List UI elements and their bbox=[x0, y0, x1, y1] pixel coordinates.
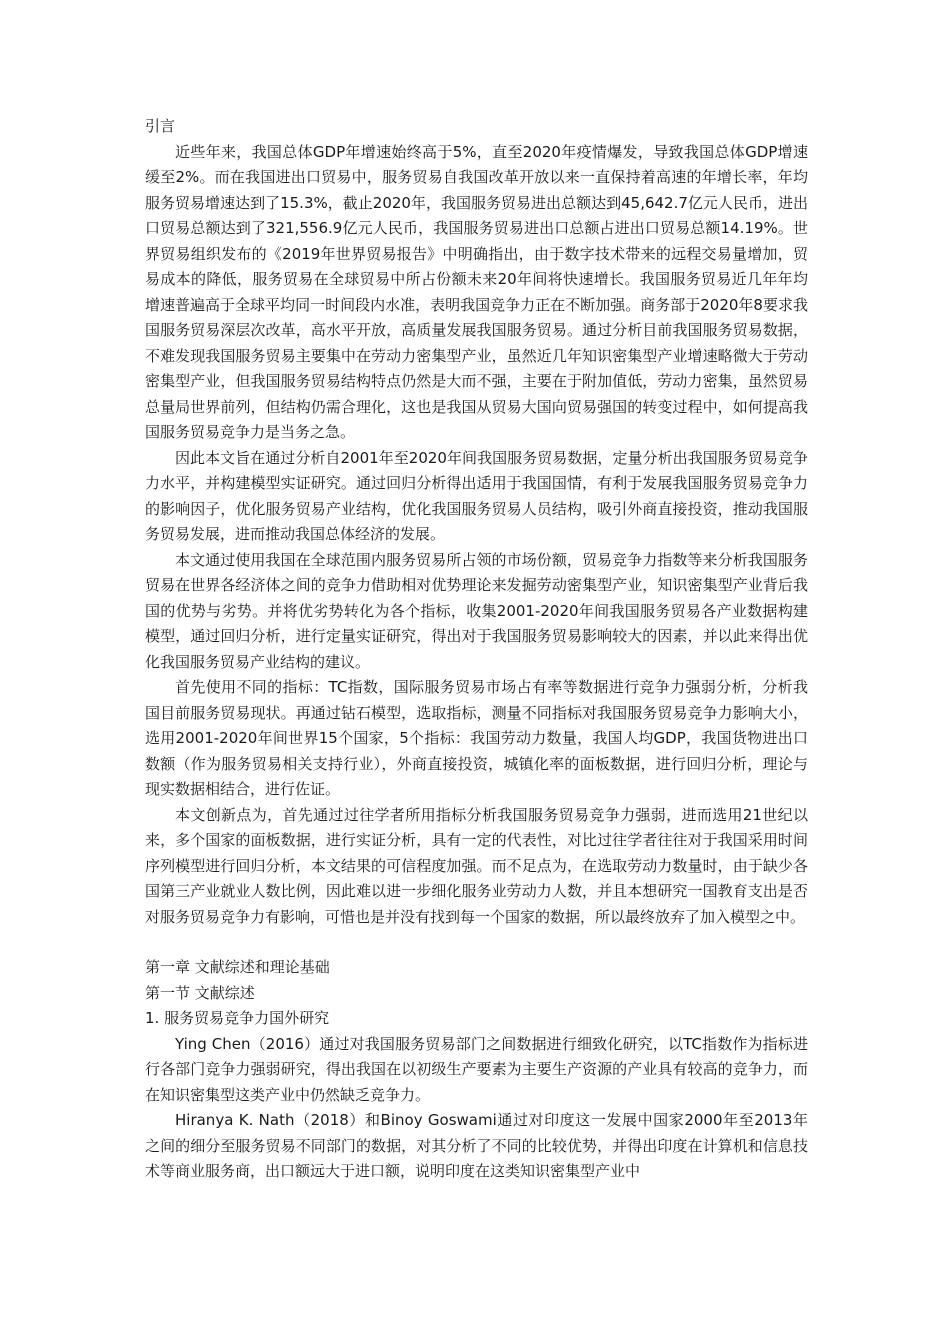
subsection-heading: 1. 服务贸易竞争力国外研究 bbox=[145, 1009, 330, 1027]
literature-paragraph: Hiranya K. Nath（2018）和Binoy Goswami通过对印度这一发展中国家2000年至2013年之间的细分至服务贸易不同部门的数据，对其分析了不同的比较优势，并得出印度在计算机和信息技术等商业服务商，出口额远大于进口额，说明印度在这类知识密集型产业中 bbox=[145, 1111, 808, 1180]
blank-line bbox=[145, 930, 808, 955]
intro-heading: 引言 bbox=[145, 117, 176, 135]
section-heading: 第一节 文献综述 bbox=[145, 983, 255, 1002]
document-body bbox=[145, 114, 808, 1185]
intro-paragraph: 近些年来，我国总体GDP年增速始终高于5%，直至2020年疫情爆发，导致我国总体GDP增速缓至2%。而在我国进出口贸易中，服务贸易自我国改革开放以来一直保持着高速的年增长率，年均服务贸易增速达到了15.3%，截止2020年，我国服务贸易进出总额达到45,642.7亿元人民币，进出口贸易总额达到了321,556.9亿元人民币，我国服务贸易进出口总额占进出口贸易总额14.19%。世界贸易组织发布的《2019年世界贸易报告》中明确指出，由于数字技术带来的远程交易量增加，贸易成本的降低，服务贸易在全球贸易中所占份额未来20年间将快速增长。我国服务贸易近几年年均增速普遍高于全球平均同一时间段内水准，表明我国竞争力正在不断加强。商务部于2020年8要求我国服务贸易深层次改革，高水平开放，高质量发展我国服务贸易。通过分析目前我国服务贸易数据，不难发现我国服务贸易主要集中在劳动力密集型产业，虽然近几年知识密集型产业增速略微大于劳动密集型产业，但我国服务贸易结构特点仍然是大而不强，主要在于附加值低，劳动力密集，虽然贸易总量局世界前列，但结构仍需合理化，这也是我国从贸易大国向贸易强国的转变过程中，如何提高我国服务贸易竞争力是当务之急。 bbox=[145, 142, 808, 441]
chapter-heading: 第一章 文献综述和理论基础 bbox=[145, 958, 330, 976]
literature-paragraph: Ying Chen（2016）通过对我国服务贸易部门之间数据进行细致化研究，以TC指数作为指标进行各部门竞争力强弱研究，得出我国在以初级生产要素为主要生产资源的产业具有较高的竞争力，而在知识密集型这类产业中仍然缺乏竞争力。 bbox=[145, 1034, 808, 1104]
intro-paragraph: 本文通过使用我国在全球范围内服务贸易所占领的市场份额，贸易竞争力指数等来分析我国服务贸易在世界各经济体之间的竞争力借助相对优势理论来发掘劳动密集型产业，知识密集型产业背后我国的优势与劣势。并将优劣势转化为各个指标，收集2001-2020年间我国服务贸易各产业数据构建模型，通过回归分析，进行定量实证研究，得出对于我国服务贸易影响较大的因素，并以此来得出优化我国服务贸易产业结构的建议。 bbox=[145, 550, 808, 671]
intro-paragraph: 因此本文旨在通过分析自2001年至2020年间我国服务贸易数据，定量分析出我国服务贸易竞争力水平，并构建模型实证研究。通过回归分析得出适用于我国国情，有利于发展我国服务贸易竞争力的影响因子，优化服务贸易产业结构，优化我国服务贸易人员结构，吸引外商直接投资，推动我国服务贸易发展，进而推动我国总体经济的发展。 bbox=[145, 448, 808, 543]
intro-paragraph: 首先使用不同的指标：TC指数，国际服务贸易市场占有率等数据进行竞争力强弱分析，分析我国目前服务贸易现状。再通过钻石模型，选取指标，测量不同指标对我国服务贸易竞争力影响大小，选用2001-2020年间世界15个国家，5个指标：我国劳动力数量，我国人均GDP，我国货物进出口数额（作为服务贸易相关支持行业），外商直接投资，城镇化率的面板数据，进行回归分析，理论与现实数据相结合，进行佐证。 bbox=[145, 678, 808, 798]
intro-paragraph: 本文创新点为，首先通过过往学者所用指标分析我国服务贸易竞争力强弱，进而选用21世纪以来，多个国家的面板数据，进行实证分析，具有一定的代表性，对比过往学者往往对于我国采用时间序列模型进行回归分析，本文结果的可信程度加强。而不足点为，在选取劳动力数量时，由于缺少各国第三产业就业人数比例，因此难以进一步细化服务业劳动力人数，并且本想研究一国教育支出是否对服务贸易竞争力有影响，可惜也是并没有找到每一个国家的数据，所以最终放弃了加入模型之中。 bbox=[145, 805, 808, 926]
